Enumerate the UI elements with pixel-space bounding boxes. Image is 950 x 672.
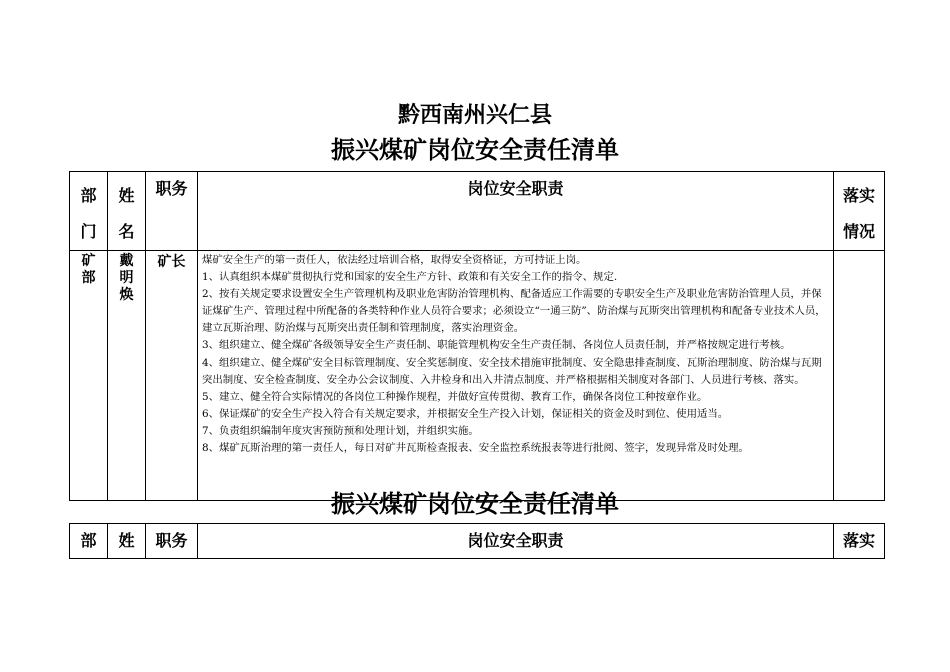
header-position: 职务 bbox=[146, 524, 198, 559]
header-name: 姓 bbox=[108, 524, 146, 559]
table-header-row bbox=[70, 524, 885, 559]
header-dept: 部门 bbox=[70, 172, 108, 251]
duty-item-8: 8、煤矿瓦斯治理的第一责任人，每日对矿井瓦斯检查报表、安全监控系统报表等进行批阅、签字，发现异常及时处理。 bbox=[202, 442, 749, 455]
responsibility-table-continued bbox=[69, 523, 885, 559]
cell-name: 戴明焕 bbox=[108, 251, 146, 501]
header-position: 职务 bbox=[146, 172, 198, 251]
region-title: 黔西南州兴仁县 bbox=[397, 102, 552, 128]
table-header-row bbox=[70, 172, 885, 251]
responsibility-table bbox=[69, 171, 885, 501]
header-dept: 部 bbox=[70, 524, 108, 559]
duty-item-5: 5、建立、健全符合实际情况的各岗位工种操作规程，并做好宣传贯彻、教育工作，确保各岗位工种按章作业。 bbox=[202, 390, 708, 403]
document-title: 振兴煤矿岗位安全责任清单 bbox=[331, 135, 619, 164]
duty-item-2: 2、按有关规定要求设置安全生产管理机构及职业危害防治管理机构、配备适应工作需要的专职安全生产及职业危害防治管理人员，并保证煤矿生产、管理过程中所配备的各类特种作业人员符合要求；必须设立“一通三防”、防治煤与瓦斯突出管理机构和配备专业技术人员，建立瓦斯治理、防治煤与瓦斯突出责任制和管理制度，落实治理资金。 bbox=[202, 288, 826, 335]
cell-position: 矿长 bbox=[146, 251, 198, 501]
duty-intro: 煤矿安全生产的第一责任人，依法经过培训合格，取得安全资格证，方可持证上岗。 bbox=[202, 254, 587, 266]
duty-item-4: 4、组织建立、健全煤矿安全目标管理制度、安全奖惩制度、安全技术措施审批制度、安全隐患排查制度、瓦斯治理制度、防治煤与瓦期突出制度、安全检查制度、安全办公会议制度、入井检身和出入井清点制度、并严格根据相关制度对各部门、人员进行考核、落实。 bbox=[202, 356, 822, 386]
cell-dept: 矿部 bbox=[70, 251, 108, 501]
cell-implementation bbox=[834, 251, 885, 501]
duty-item-1: 1、认真组织本煤矿贯彻执行党和国家的安全生产方针、政策和有关安全工作的指令、规定. bbox=[202, 271, 618, 284]
header-implementation: 落实情况 bbox=[834, 172, 885, 251]
header-name: 姓名 bbox=[108, 172, 146, 251]
duty-item-6: 6、保证煤矿的安全生产投入符合有关规定要求，并根据安全生产投入计划，保证相关的资金及时到位、使用适当。 bbox=[202, 407, 729, 420]
duty-item-7: 7、负责组织编制年度灾害预防预和处理计划，并组织实施。 bbox=[202, 424, 479, 437]
document-title-repeat: 振兴煤矿岗位安全责任清单 bbox=[331, 489, 619, 518]
header-duties: 岗位安全职责 bbox=[198, 172, 834, 251]
duty-item-3: 3、组织建立、健全煤矿各级领导安全生产责任制、职能管理机构安全生产责任制、各岗位人员责任制，并严格按规定进行考核。 bbox=[202, 339, 791, 352]
cell-duties bbox=[198, 251, 834, 501]
header-implementation: 落实 bbox=[834, 524, 885, 559]
header-duties: 岗位安全职责 bbox=[198, 524, 834, 559]
table-row bbox=[70, 251, 885, 501]
